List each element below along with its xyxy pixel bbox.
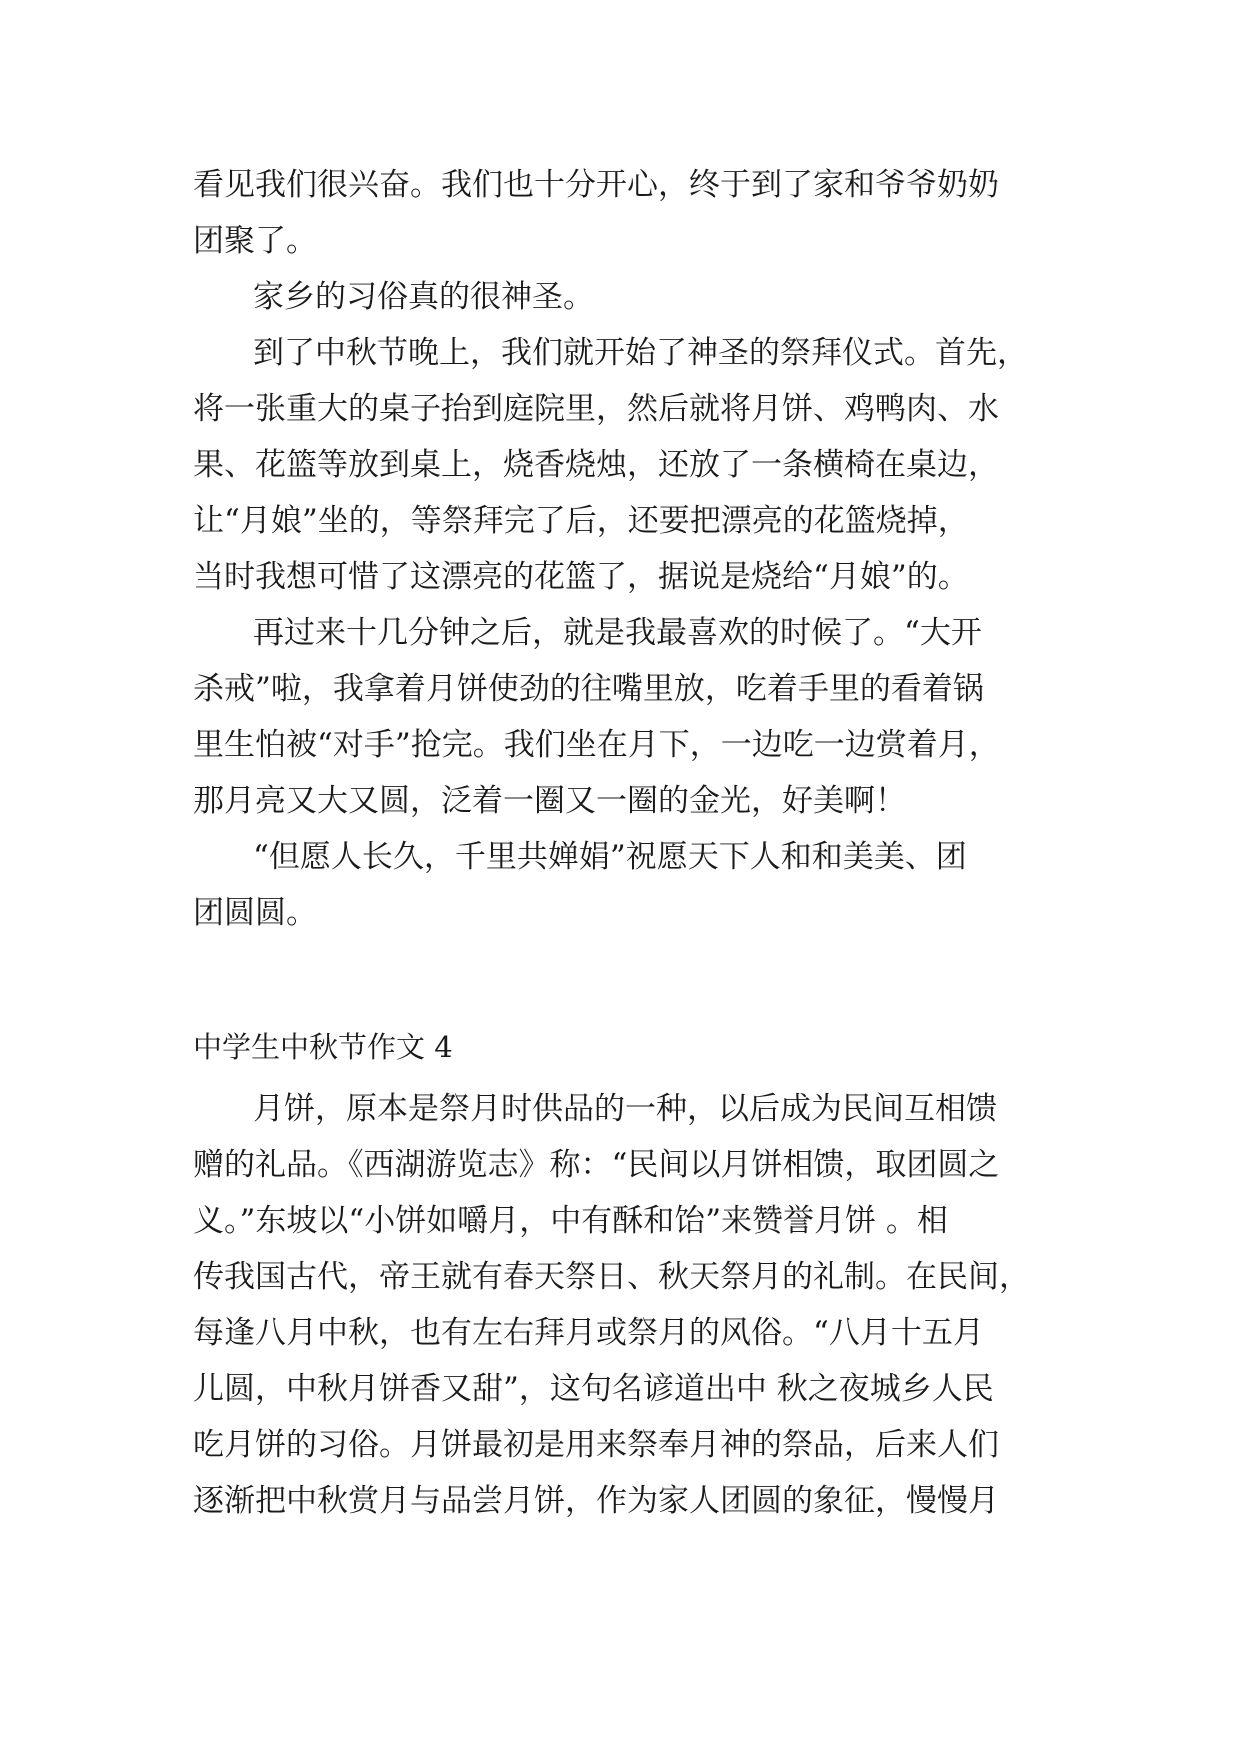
text-line: 家乡的习俗真的很神圣。 [253,279,594,315]
text-line: 团聚了。 [193,223,317,259]
text-line: 赠的礼品。《西湖游览志》称：“民间以月饼相馈，取团圆之 [193,1147,1000,1183]
text-line: 吃月饼的习俗。月饼最初是用来祭奉月神的祭品，后来人们 [193,1427,999,1463]
section-heading: 中学生中秋节作文 4 [193,1030,453,1064]
text-line: 到了中秋节晚上，我们就开始了神圣的祭拜仪式。首先， [253,335,1028,371]
text-line: 里生怕被“对手”抢完。我们坐在月下，一边吃一边赏着月， [193,727,1000,763]
text-line: 逐渐把中秋赏月与品尝月饼，作为家人团圆的象征，慢慢月 [193,1483,999,1519]
text-line: 再过来十几分钟之后，就是我最喜欢的时候了。“大开 [253,615,982,651]
text-line: 那月亮又大又圆，泛着一圈又一圈的金光，好美啊！ [193,783,906,819]
text-line: 当时我想可惜了这漂亮的花篮了，据说是烧给“月娘”的。 [193,559,969,595]
text-line: 看见我们很兴奋。我们也十分开心，终于到了家和爷爷奶奶 [193,167,999,203]
text-line: 将一张重大的桌子抬到庭院里，然后就将月饼、鸡鸭肉、水 [193,391,999,427]
text-line: 果、花篮等放到桌上，烧香烧烛，还放了一条横椅在桌边， [193,447,999,483]
text-line: “但愿人长久，千里共婵娟”祝愿天下人和和美美、团 [253,839,967,875]
text-line: 月饼，原本是祭月时供品的一种，以后成为民间互相馈 [253,1091,997,1127]
text-line: 杀戒”啦，我拿着月饼使劲的往嘴里放，吃着手里的看着锅 [193,671,984,707]
text-line: 每逢八月中秋，也有左右拜月或祭月的风俗。“八月十五月 [193,1315,984,1351]
text-line: 团圆圆。 [193,895,317,931]
text-line: 传我国古代，帝王就有春天祭日、秋天祭月的礼制。在民间， [193,1259,1030,1295]
text-line: 让“月娘”坐的，等祭拜完了后，还要把漂亮的花篮烧掉， [193,503,969,539]
text-line: 儿圆，中秋月饼香又甜”，这句名谚道出中 秋之夜城乡人民 [193,1371,994,1407]
text-line: 义。”东坡以“小饼如嚼月，中有酥和饴”来赞誉月饼 。相 [193,1203,948,1239]
